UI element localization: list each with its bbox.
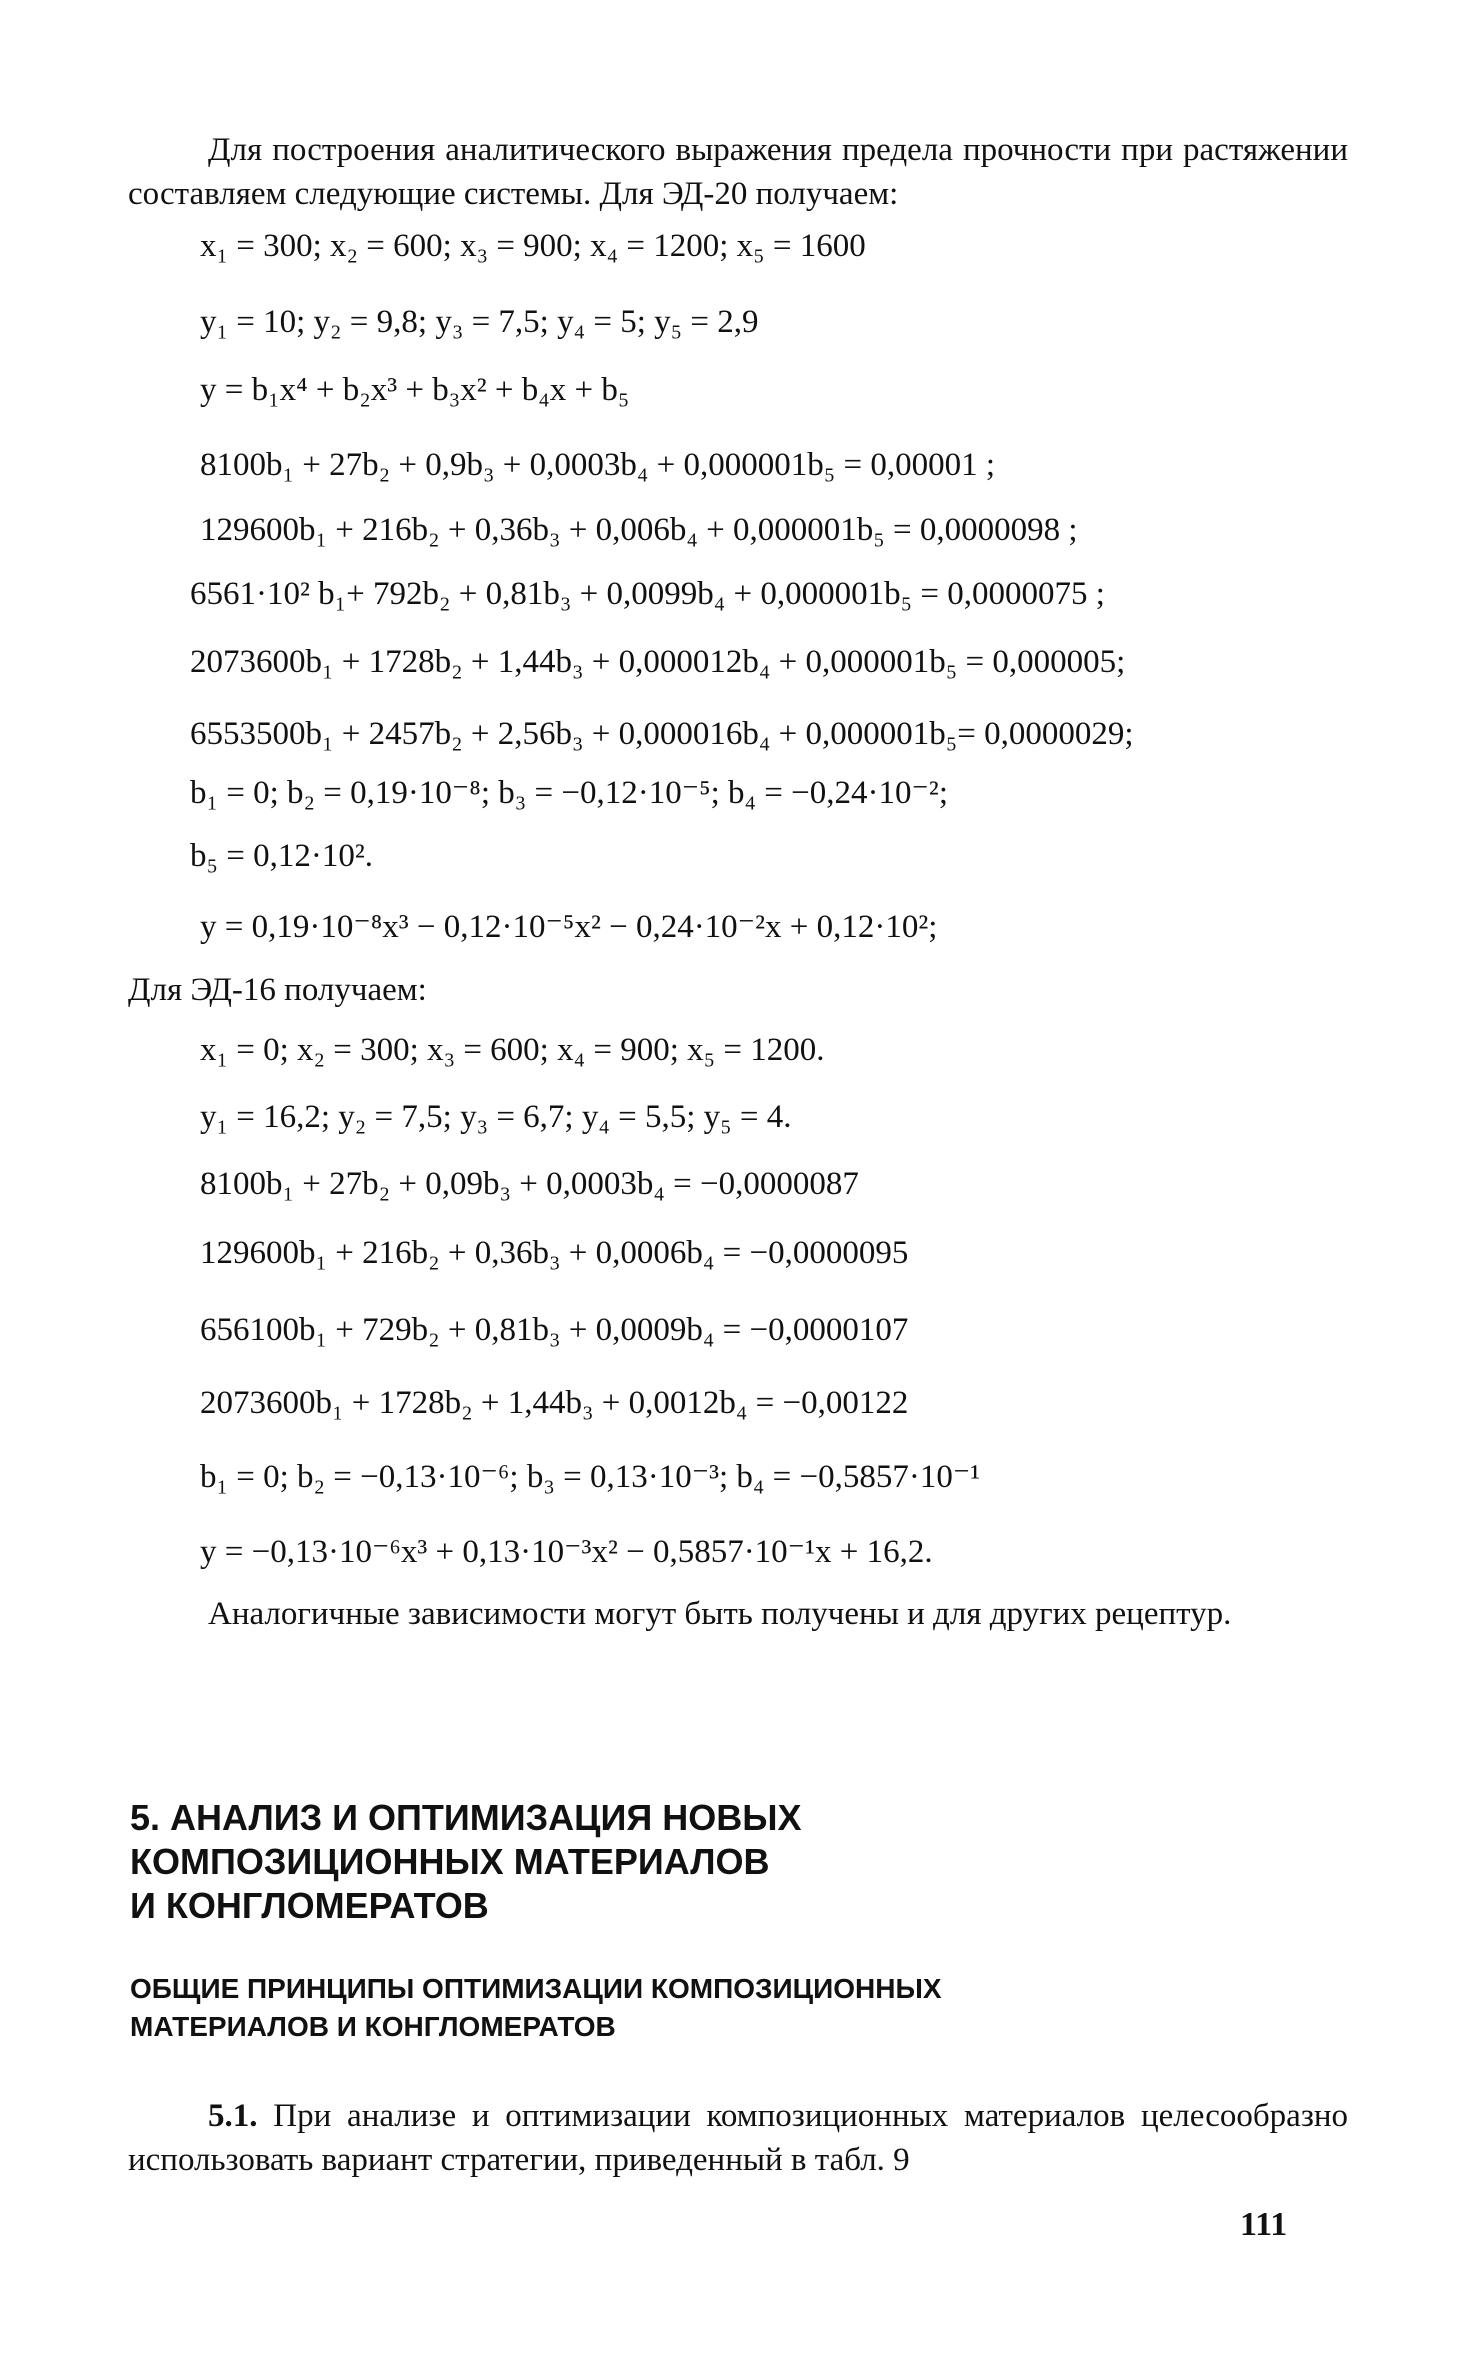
- ed16-result: y = −0,13·10⁻⁶x³ + 0,13·10⁻³x² − 0,5857·10⁻¹x + 16,2.: [200, 1534, 933, 1570]
- ed20-equation-4: 2073600b₁ + 1728b₂ + 1,44b₃ + 0,000012b₄ + 0,000001b₅ = 0,000005;: [190, 644, 1126, 680]
- section-title-line-1: 5. АНАЛИЗ И ОПТИМИЗАЦИЯ НОВЫХ: [130, 1797, 802, 1838]
- page-number: 111: [1240, 2206, 1288, 2243]
- ed16-equation-2: 129600b₁ + 216b₂ + 0,36b₃ + 0,0006b₄ = −0,0000095: [200, 1235, 909, 1271]
- section-title: [130, 1796, 1230, 1928]
- ed20-y-values: y₁ = 10; y₂ = 9,8; y₃ = 7,5; y₄ = 5; y₅ = 2,9: [200, 304, 759, 340]
- ed20-x-values: x₁ = 300; x₂ = 600; x₃ = 900; x₄ = 1200; x₅ = 1600: [200, 228, 866, 264]
- ed16-equation-1: 8100b₁ + 27b₂ + 0,09b₃ + 0,0003b₄ = −0,0000087: [200, 1166, 859, 1202]
- section-title-line-3: И КОНГЛОМЕРАТОВ: [130, 1885, 489, 1926]
- ed20-equation-1: 8100b₁ + 27b₂ + 0,9b₃ + 0,0003b₄ + 0,000001b₅ = 0,00001 ;: [200, 447, 995, 483]
- paragraph-5-1-number: 5.1.: [208, 2098, 258, 2134]
- section-subtitle-line-2: МАТЕРИАЛОВ И КОНГЛОМЕРАТОВ: [130, 2011, 616, 2042]
- ed20-coefficients: b₁ = 0; b₂ = 0,19·10⁻⁸; b₃ = −0,12·10⁻⁵; b₄ = −0,24·10⁻²;: [190, 775, 948, 811]
- section-subtitle: [130, 1970, 1280, 2046]
- ed20-result: y = 0,19·10⁻⁸x³ − 0,12·10⁻⁵x² − 0,24·10⁻²x + 0,12·10²;: [200, 909, 938, 945]
- ed20-equation-5: 6553500b₁ + 2457b₂ + 2,56b₃ + 0,000016b₄ + 0,000001b₅= 0,0000029;: [190, 716, 1134, 752]
- ed16-equation-3: 656100b₁ + 729b₂ + 0,81b₃ + 0,0009b₄ = −0,0000107: [200, 1312, 909, 1348]
- intro-paragraph: [128, 128, 1348, 216]
- ed20-model: y = b₁x⁴ + b₂x³ + b₃x² + b₄x + b₅: [200, 372, 630, 408]
- section-title-line-2: КОМПОЗИЦИОННЫХ МАТЕРИАЛОВ: [130, 1841, 770, 1882]
- intro-text: Для построения аналитического выражения предела прочности при растяжении составляем следующие системы. Для ЭД-20 получаем:: [128, 132, 1348, 212]
- paragraph-5-1-text: При анализе и оптимизации композиционных материалов целесообразно использовать вариант стратегии, приведенный в табл. 9: [128, 2098, 1349, 2178]
- ed16-y-values: y₁ = 16,2; y₂ = 7,5; y₃ = 6,7; y₄ = 5,5; y₅ = 4.: [200, 1099, 792, 1135]
- ed20-b5: b₅ = 0,12·10².: [190, 838, 373, 874]
- ed16-coefficients: b₁ = 0; b₂ = −0,13·10⁻⁶; b₃ = 0,13·10⁻³; b₄ = −0,5857·10⁻¹: [200, 1459, 981, 1495]
- section-subtitle-line-1: ОБЩИЕ ПРИНЦИПЫ ОПТИМИЗАЦИИ КОМПОЗИЦИОННЫХ: [130, 1973, 942, 2004]
- ed20-equation-2: 129600b₁ + 216b₂ + 0,36b₃ + 0,006b₄ + 0,000001b₅ = 0,0000098 ;: [200, 512, 1078, 548]
- ed16-equation-4: 2073600b₁ + 1728b₂ + 1,44b₃ + 0,0012b₄ = −0,00122: [200, 1385, 909, 1421]
- ed16-label: Для ЭД-16 получаем:: [128, 972, 427, 1008]
- ed20-equation-3: 6561·10² b₁+ 792b₂ + 0,81b₃ + 0,0099b₄ + 0,000001b₅ = 0,0000075 ;: [190, 576, 1105, 612]
- ed16-x-values: x₁ = 0; x₂ = 300; x₃ = 600; x₄ = 900; x₅ = 1200.: [200, 1032, 825, 1068]
- closing-text: Аналогичные зависимости могут быть получены и для других рецептур.: [208, 1596, 1232, 1632]
- closing-paragraph: [128, 1592, 1348, 1636]
- paragraph-5-1: [128, 2094, 1348, 2182]
